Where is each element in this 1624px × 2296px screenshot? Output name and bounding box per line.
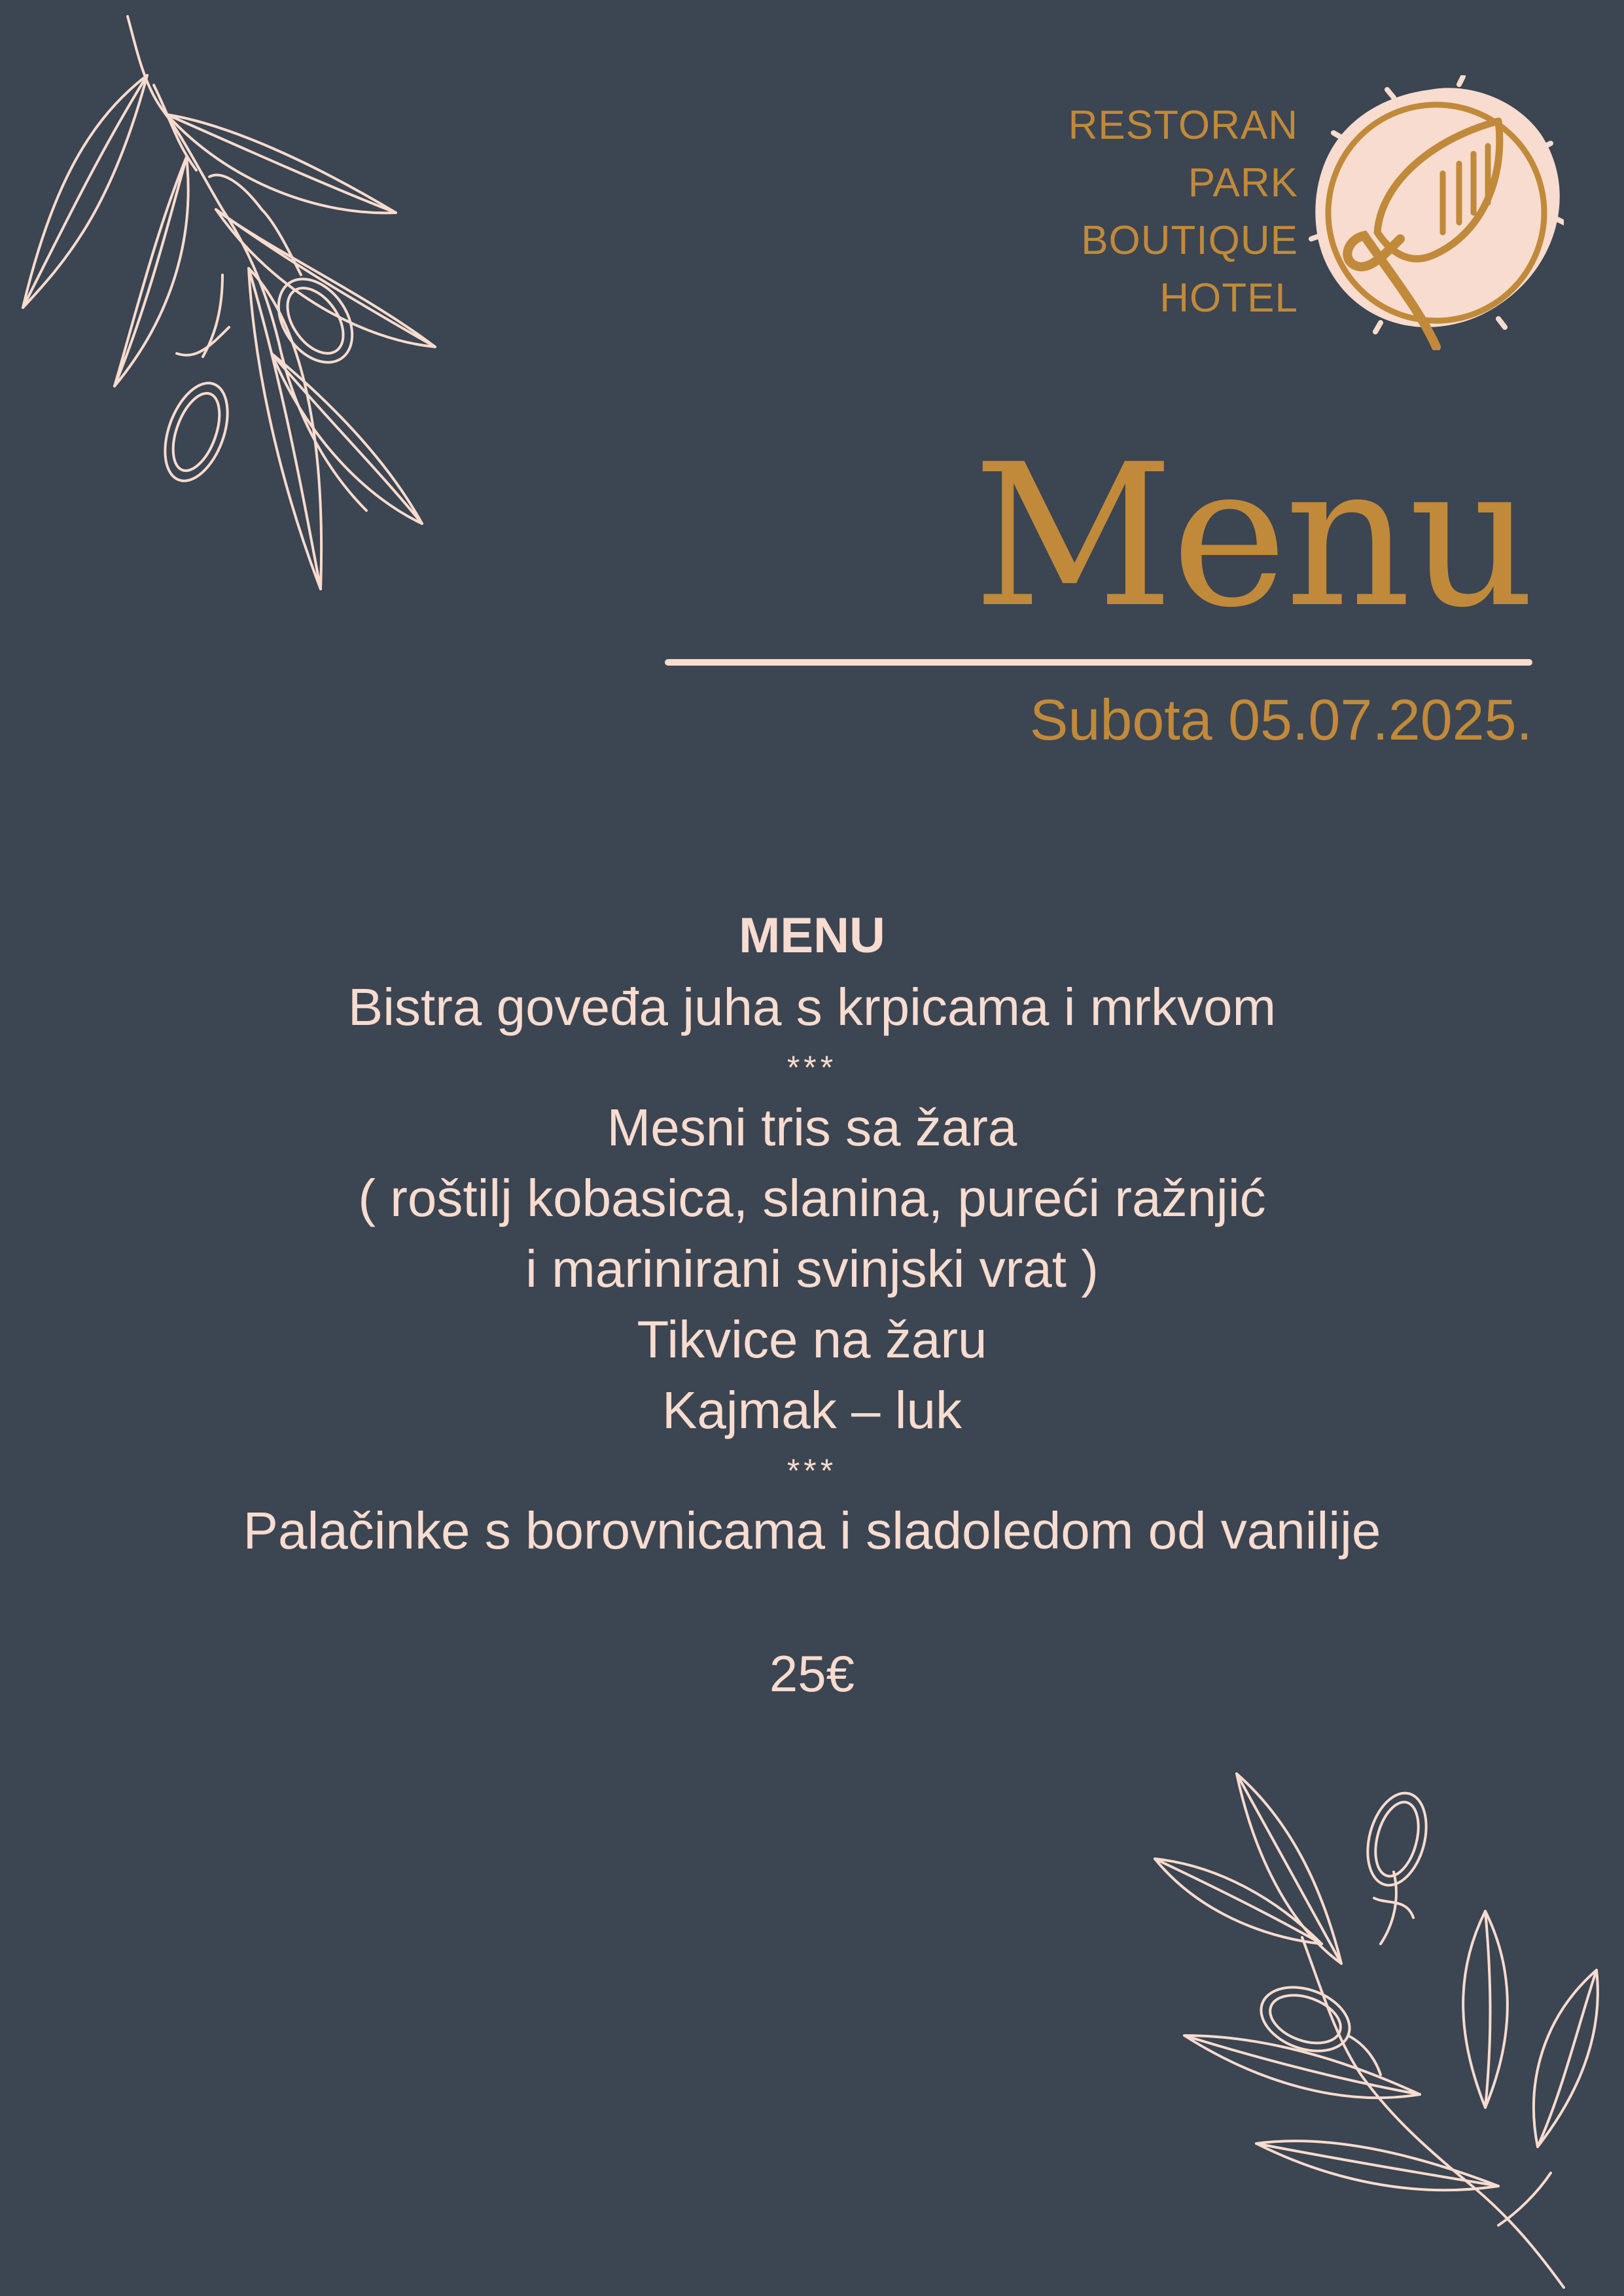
menu-body <box>0 900 1624 1709</box>
olive-branch-bottom-right-icon <box>1145 1767 1616 2291</box>
olive-branch-top-left-icon <box>13 13 445 596</box>
leaf-seal-icon <box>1302 75 1564 350</box>
title-divider <box>665 659 1532 666</box>
menu-dessert: Palačinke s borovnicama i sladoledom od vanilije <box>243 1501 1381 1560</box>
menu-main-line: Kajmak – luk <box>662 1381 962 1439</box>
menu-price: 25€ <box>769 1645 855 1702</box>
menu-date: Subota 05.07.2025. <box>1029 687 1532 752</box>
menu-separator: *** <box>786 1049 838 1086</box>
logo-line-park: PARK <box>1188 160 1298 206</box>
menu-separator: *** <box>786 1452 838 1489</box>
menu-heading: MENU <box>739 908 885 963</box>
menu-main-line: i marinirani svinjski vrat ) <box>525 1240 1099 1298</box>
menu-main-line: Tikvice na žaru <box>637 1310 987 1369</box>
logo-line-boutique: BOUTIQUE <box>1081 218 1298 263</box>
menu-starter: Bistra goveđa juha s krpicama i mrkvom <box>347 978 1277 1036</box>
logo-line-hotel: HOTEL <box>1159 276 1298 321</box>
restaurant-logo-text <box>1068 97 1298 327</box>
logo-line-restoran: RESTORAN <box>1068 103 1298 148</box>
menu-spacer <box>0 1566 1624 1638</box>
menu-main-line: Mesni tris sa žara <box>607 1098 1017 1157</box>
menu-title: Menu <box>972 422 1532 651</box>
menu-main-line: ( roštilj kobasica, slanina, pureći ražnjić <box>358 1169 1266 1227</box>
